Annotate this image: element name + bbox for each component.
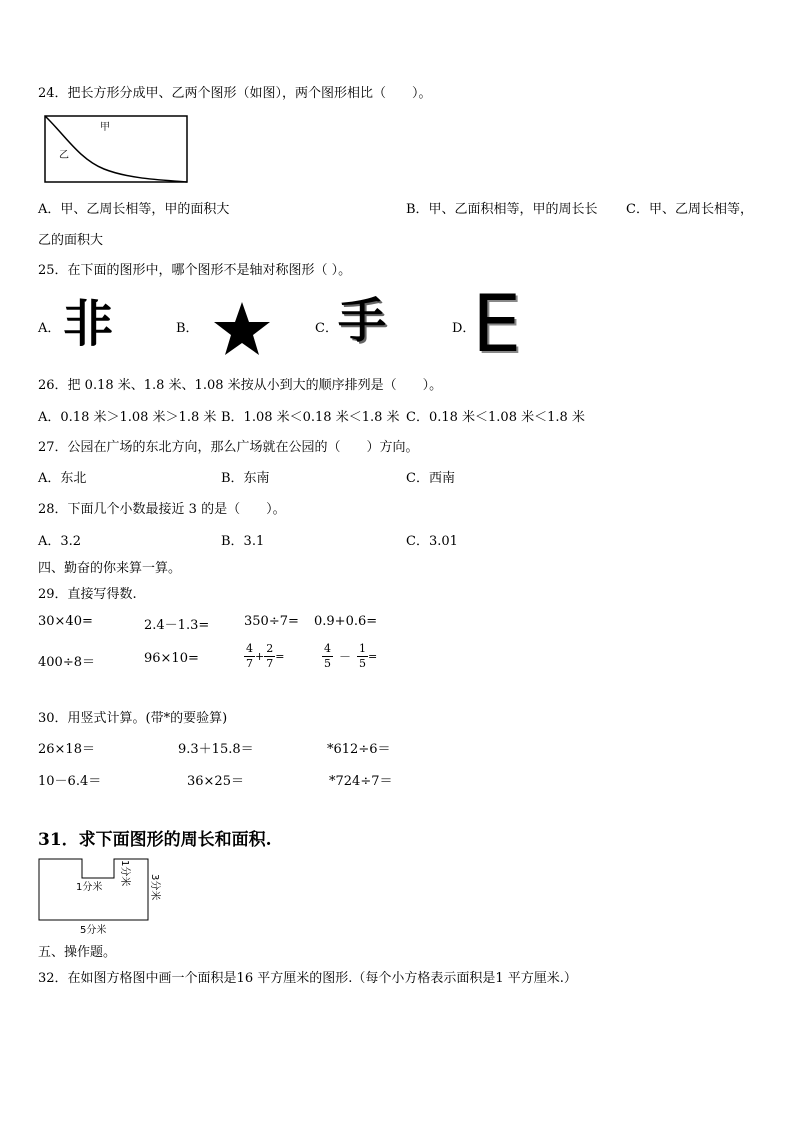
q24-figure bbox=[44, 114, 190, 186]
q25-label-c: C． bbox=[315, 321, 338, 336]
q31-label-notch-width: 1分米 bbox=[76, 882, 103, 893]
q25-star-icon bbox=[212, 300, 272, 356]
q31-label-width: 5分米 bbox=[80, 925, 107, 936]
q27-option-b: B．东南 bbox=[221, 471, 270, 486]
q29-fraction-expr-1: $\frac{4}{7}$ + $\frac{2}{7}$ = bbox=[246, 642, 285, 670]
q31-label-notch-height: 1分米 bbox=[119, 860, 130, 887]
q29-calc-2: 2.4－1.3= bbox=[144, 618, 210, 633]
fraction: $\frac{4}{7}$ bbox=[246, 642, 253, 670]
fraction: $\frac{2}{7}$ bbox=[266, 642, 274, 670]
q31-figure bbox=[36, 856, 168, 936]
q27-option-c: C．西南 bbox=[406, 471, 455, 486]
q31-stem: 31．求下面图形的周长和面积. bbox=[38, 830, 272, 850]
q28-option-a: A．3.2 bbox=[38, 534, 82, 549]
q24-dividing-curve bbox=[45, 116, 187, 182]
q27-option-a: A．东北 bbox=[38, 471, 87, 486]
q25-glyph-e: E bbox=[472, 280, 522, 370]
q29-fraction-expr-2: $\frac{4}{5}$ － $\frac{1}{5}$ = bbox=[324, 642, 378, 670]
q25-label-b: B． bbox=[176, 321, 199, 336]
q29-stem: 29．直接写得数. bbox=[38, 587, 137, 602]
q24-rectangle bbox=[45, 116, 187, 182]
q25-glyph-fei: 非 bbox=[63, 295, 113, 353]
q25-stem: 25．在下面的图形中，哪个图形不是轴对称图形（ ）。 bbox=[38, 263, 352, 278]
q24-option-b: B．甲、乙面积相等，甲的周长长 bbox=[406, 202, 598, 217]
q29-calc-3: 350÷7= bbox=[244, 614, 299, 629]
q29-calc-4: 0.9+0.6= bbox=[314, 614, 378, 629]
q24-option-c: C．甲、乙周长相等， bbox=[626, 202, 753, 217]
q24-option-c-continued: 乙的面积大 bbox=[38, 233, 104, 248]
q28-stem: 28．下面几个小数最接近 3 的是（ ）。 bbox=[38, 502, 286, 517]
q27-stem: 27．公园在广场的东北方向，那么广场就在公园的（ ）方向。 bbox=[38, 440, 419, 455]
q30-calc-2: 9.3＋15.8＝ bbox=[178, 742, 254, 757]
q29-calc-1: 30×40= bbox=[38, 614, 93, 629]
q26-option-b: B．1.08 米＜0.18 米＜1.8 米 bbox=[221, 410, 400, 425]
fraction: $\frac{1}{5}$ bbox=[359, 642, 367, 670]
section-5-heading: 五、操作题。 bbox=[38, 945, 117, 960]
q24-stem: 24．把长方形分成甲、乙两个图形（如图），两个图形相比（ ）。 bbox=[38, 86, 432, 101]
q25-glyph-shou: 手 bbox=[338, 293, 387, 349]
q24-option-a: A．甲、乙周长相等，甲的面积大 bbox=[38, 202, 230, 217]
q28-option-b: B．3.1 bbox=[221, 534, 265, 549]
q32-stem: 32．在如图方格图中画一个面积是16 平方厘米的图形.（每个小方格表示面积是1 平方厘米.） bbox=[38, 971, 577, 986]
q30-calc-5: 36×25＝ bbox=[187, 774, 244, 789]
q31-label-height: 3分米 bbox=[149, 874, 160, 901]
q25-label-a: A． bbox=[38, 321, 61, 336]
fraction: $\frac{4}{5}$ bbox=[324, 642, 331, 670]
section-4-heading: 四、勤奋的你来算一算。 bbox=[38, 561, 182, 576]
q29-calc-5: 400÷8＝ bbox=[38, 655, 95, 670]
q30-stem: 30．用竖式计算。(带*的要验算) bbox=[38, 711, 228, 726]
q24-label-jia: 甲 bbox=[100, 122, 110, 133]
q30-calc-3: *612÷6＝ bbox=[327, 742, 391, 757]
q28-option-c: C．3.01 bbox=[406, 534, 458, 549]
q30-calc-6: *724÷7＝ bbox=[329, 774, 393, 789]
q26-stem: 26．把 0.18 米、1.8 米、1.08 米按从小到大的顺序排列是（ ）。 bbox=[38, 378, 443, 393]
q30-calc-4: 10－6.4＝ bbox=[38, 774, 102, 789]
q29-calc-6: 96×10= bbox=[144, 651, 199, 666]
q30-calc-1: 26×18＝ bbox=[38, 742, 95, 757]
q24-label-yi: 乙 bbox=[59, 150, 69, 161]
q25-label-d: D． bbox=[452, 321, 476, 336]
q26-option-c: C．0.18 米＜1.08 米＜1.8 米 bbox=[406, 410, 585, 425]
q26-option-a: A．0.18 米＞1.08 米＞1.8 米 bbox=[38, 410, 217, 425]
